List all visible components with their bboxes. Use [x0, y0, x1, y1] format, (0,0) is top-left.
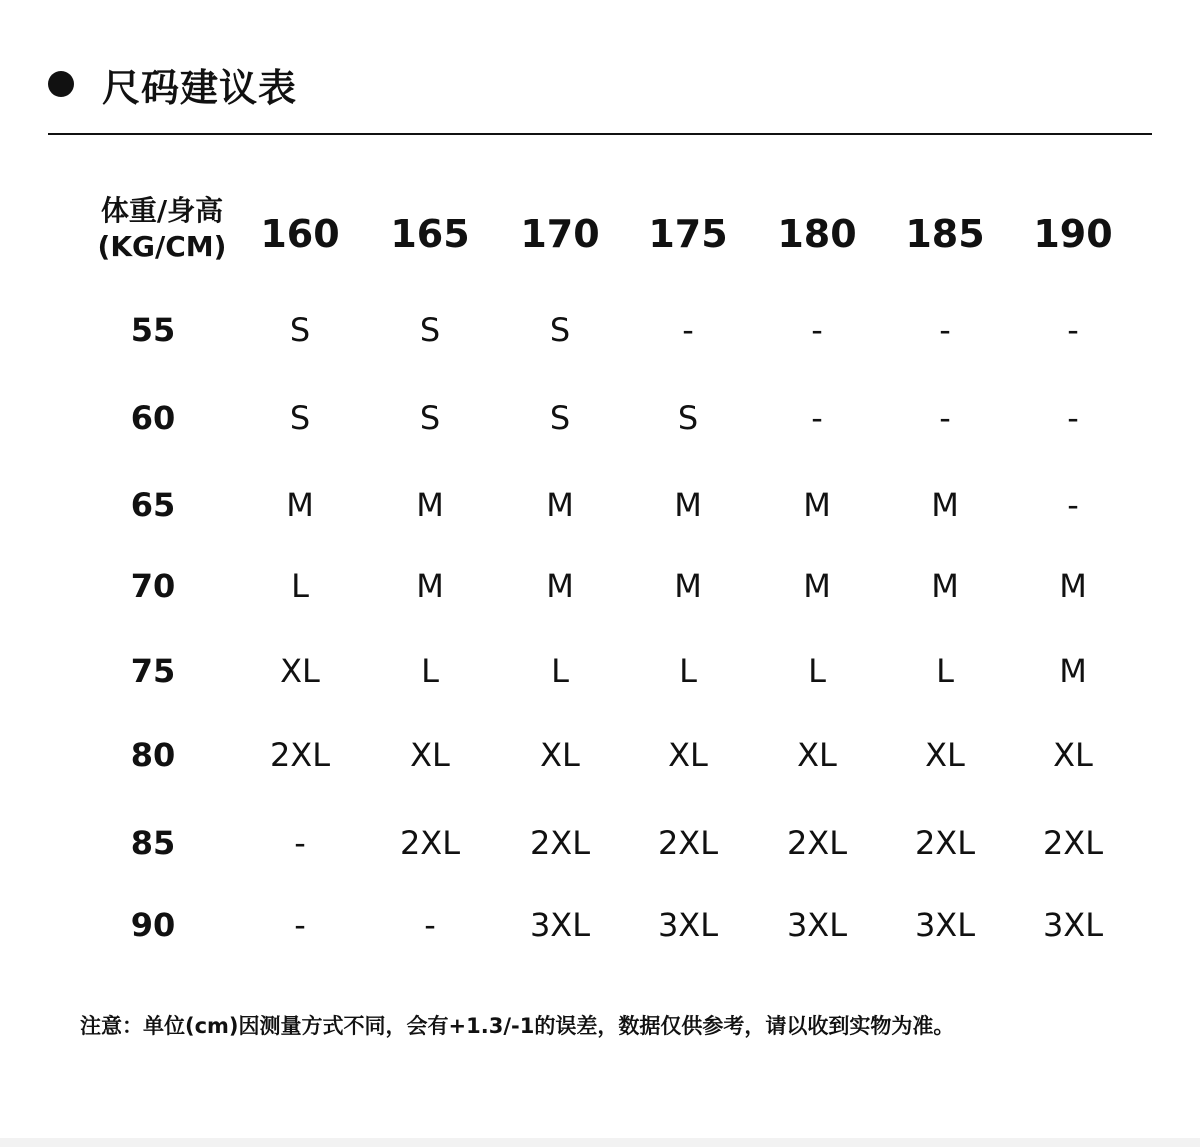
- size-cell: S: [289, 399, 311, 437]
- size-cell: -: [811, 399, 823, 437]
- weight-label-65: 65: [130, 486, 176, 524]
- height-header-180: 180: [777, 212, 857, 256]
- weight-label-70: 70: [130, 567, 176, 605]
- size-cell: 2XL: [399, 824, 461, 862]
- size-cell: S: [549, 311, 571, 349]
- size-cell: -: [1067, 486, 1079, 524]
- note-text: 注意：单位(cm)因测量方式不同，会有+1.3/-1的误差，数据仅供参考，请以收到实物为准。: [80, 1014, 955, 1038]
- size-cell: M: [546, 486, 574, 524]
- size-cell: 2XL: [914, 824, 976, 862]
- height-header-160: 160: [260, 212, 340, 256]
- size-cell: M: [1059, 567, 1087, 605]
- height-header-165: 165: [390, 212, 470, 256]
- size-cell: M: [1059, 652, 1087, 690]
- size-cell: S: [549, 399, 571, 437]
- size-cell: M: [416, 567, 444, 605]
- size-cell: 2XL: [1042, 824, 1104, 862]
- size-cell: XL: [668, 736, 708, 774]
- weight-label-85: 85: [130, 824, 176, 862]
- height-header-175: 175: [648, 212, 728, 256]
- size-cell: -: [939, 311, 951, 349]
- size-cell: -: [424, 906, 436, 944]
- size-cell: M: [931, 567, 959, 605]
- size-cell: -: [294, 906, 306, 944]
- corner-label-line1: 体重/身高: [100, 194, 224, 227]
- size-cell: 3XL: [914, 906, 976, 944]
- size-cell: L: [291, 567, 309, 605]
- size-cell: 3XL: [1042, 906, 1104, 944]
- height-header-190: 190: [1033, 212, 1113, 256]
- size-cell: L: [421, 652, 439, 690]
- size-cell: 3XL: [657, 906, 719, 944]
- size-cell: 3XL: [529, 906, 591, 944]
- size-cell: M: [931, 486, 959, 524]
- size-cell: 2XL: [529, 824, 591, 862]
- size-cell: S: [419, 399, 441, 437]
- size-cell: M: [803, 486, 831, 524]
- size-cell: M: [674, 486, 702, 524]
- weight-label-80: 80: [130, 736, 176, 774]
- height-header-170: 170: [520, 212, 600, 256]
- size-cell: S: [419, 311, 441, 349]
- size-cell: XL: [540, 736, 580, 774]
- size-cell: XL: [410, 736, 450, 774]
- size-cell: M: [416, 486, 444, 524]
- weight-label-75: 75: [130, 652, 176, 690]
- size-cell: XL: [797, 736, 837, 774]
- size-cell: XL: [1053, 736, 1093, 774]
- height-header-185: 185: [905, 212, 985, 256]
- bottom-band: [0, 1138, 1200, 1147]
- page-title: 尺码建议表: [102, 65, 298, 110]
- size-cell: 2XL: [269, 736, 331, 774]
- size-cell: -: [1067, 399, 1079, 437]
- weight-label-90: 90: [130, 906, 176, 944]
- size-cell: M: [803, 567, 831, 605]
- size-cell: 3XL: [786, 906, 848, 944]
- weight-label-55: 55: [130, 311, 176, 349]
- size-cell: L: [936, 652, 954, 690]
- size-cell: -: [1067, 311, 1079, 349]
- size-cell: L: [679, 652, 697, 690]
- size-cell: M: [286, 486, 314, 524]
- size-cell: S: [289, 311, 311, 349]
- weight-label-60: 60: [130, 399, 176, 437]
- size-cell: 2XL: [786, 824, 848, 862]
- size-cell: L: [551, 652, 569, 690]
- size-cell: XL: [280, 652, 320, 690]
- size-cell: -: [811, 311, 823, 349]
- size-cell: S: [677, 399, 699, 437]
- size-cell: -: [682, 311, 694, 349]
- size-cell: L: [808, 652, 826, 690]
- size-cell: -: [939, 399, 951, 437]
- corner-label-line2: (KG/CM): [97, 230, 227, 263]
- size-cell: M: [674, 567, 702, 605]
- corner-label: [98, 193, 227, 265]
- size-cell: -: [294, 824, 306, 862]
- size-cell: XL: [925, 736, 965, 774]
- size-cell: 2XL: [657, 824, 719, 862]
- size-cell: M: [546, 567, 574, 605]
